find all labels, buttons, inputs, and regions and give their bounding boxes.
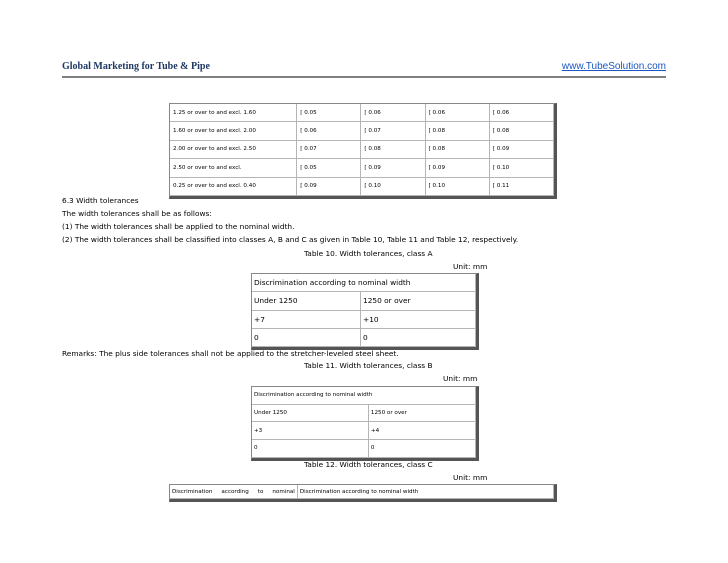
table-row — [252, 329, 476, 347]
table-cell: [ 0.07 — [297, 141, 361, 159]
table-cell: [ 0.09 — [297, 178, 361, 196]
table-row — [252, 292, 476, 310]
table-header-row — [170, 485, 554, 499]
table-cell: 0 — [252, 440, 369, 458]
table-row — [170, 159, 554, 177]
section-heading: 6.3 Width tolerances — [62, 196, 139, 205]
table-cell: [ 0.08 — [426, 141, 490, 159]
table-cell: 0.25 or over to and excl. 0.40 — [170, 178, 297, 196]
width-tolerance-table-class-a — [251, 273, 479, 350]
document-header-title: Global Marketing for Tube & Pipe — [62, 61, 210, 72]
table-cell: [ 0.08 — [361, 141, 425, 159]
table-header-row — [252, 387, 476, 405]
table-cell: +4 — [369, 422, 476, 440]
table-cell: [ 0.10 — [426, 178, 490, 196]
table-cell: [ 0.06 — [426, 104, 490, 122]
section-intro: The width tolerances shall be as follows: — [62, 209, 212, 218]
table-cell: +3 — [252, 422, 369, 440]
table-cell: Under 1250 — [252, 292, 361, 310]
remarks-text: Remarks: The plus side tolerances shall not be applied to the stretcher-leveled steel sheet. — [62, 349, 399, 358]
table-caption: Table 11. Width tolerances, class B — [304, 361, 433, 370]
table-cell: Under 1250 — [252, 405, 369, 423]
table-cell: +7 — [252, 311, 361, 329]
table-cell: 2.50 or over to and excl. — [170, 159, 297, 177]
table-header-cell: Discrimination according to nominal width — [252, 387, 476, 405]
table-cell: [ 0.06 — [297, 122, 361, 140]
table-cell: 1250 or over — [361, 292, 476, 310]
header-divider — [62, 76, 666, 78]
table-cell: 2.00 or over to and excl. 2.50 — [170, 141, 297, 159]
table-cell: 1250 or over — [369, 405, 476, 423]
table-row — [170, 122, 554, 140]
table-cell: [ 0.09 — [490, 141, 554, 159]
width-tolerance-table-class-c — [169, 484, 557, 502]
table-row — [252, 311, 476, 329]
table-header-cell: Discrimination according to nominal width — [252, 274, 476, 292]
table-cell: [ 0.10 — [361, 178, 425, 196]
table-cell: 0 — [369, 440, 476, 458]
thickness-tolerance-table — [169, 103, 557, 199]
table-cell: +10 — [361, 311, 476, 329]
table-unit: Unit: mm — [453, 262, 488, 271]
table-header-row — [252, 274, 476, 292]
table-cell: [ 0.09 — [361, 159, 425, 177]
table-caption: Table 10. Width tolerances, class A — [304, 249, 433, 258]
list-item: (1) The width tolerances shall be applied to the nominal width. — [62, 222, 295, 231]
table-cell: 1.25 or over to and excl. 1.60 — [170, 104, 297, 122]
table-row — [170, 141, 554, 159]
website-link[interactable]: www.TubeSolution.com — [561, 61, 666, 72]
table-cell: 0 — [361, 329, 476, 347]
table-row — [252, 440, 476, 458]
table-row — [170, 178, 554, 196]
table-cell: [ 0.11 — [490, 178, 554, 196]
table-row — [170, 104, 554, 122]
table-cell: [ 0.09 — [426, 159, 490, 177]
table-cell: [ 0.06 — [490, 104, 554, 122]
list-item: (2) The width tolerances shall be classified into classes A, B and C as given in Table 10, Table 11 and Table 12, respectively. — [62, 235, 519, 244]
table-cell: 1.60 or over to and excl. 2.00 — [170, 122, 297, 140]
table-header-cell: Discrimination according to nominal width — [298, 485, 554, 499]
table-unit: Unit: mm — [443, 374, 478, 383]
table-row — [252, 422, 476, 440]
table-cell: [ 0.07 — [361, 122, 425, 140]
table-cell: 0 — [252, 329, 361, 347]
table-cell: [ 0.06 — [361, 104, 425, 122]
table-header-cell: Discrimination according to nominal — [170, 485, 298, 499]
table-cell: [ 0.10 — [490, 159, 554, 177]
table-cell: [ 0.05 — [297, 104, 361, 122]
table-unit: Unit: mm — [453, 473, 488, 482]
table-cell: [ 0.08 — [426, 122, 490, 140]
table-cell: [ 0.08 — [490, 122, 554, 140]
width-tolerance-table-class-b — [251, 386, 479, 461]
table-row — [252, 405, 476, 423]
table-cell: [ 0.05 — [297, 159, 361, 177]
table-caption: Table 12. Width tolerances, class C — [304, 460, 433, 469]
